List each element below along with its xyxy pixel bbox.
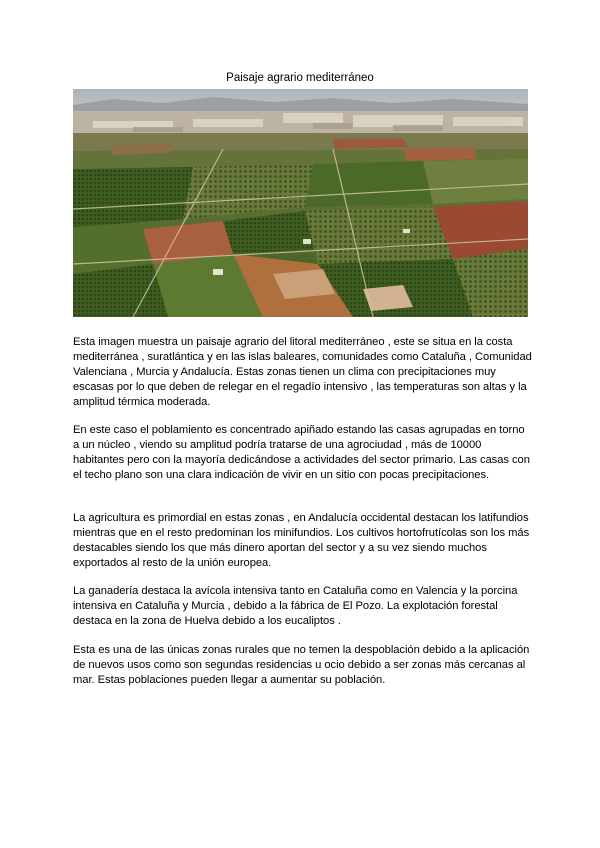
- paragraph-2: En este caso el poblamiento es concentrado apiñado estando las casas agrupadas en torno a un núcleo , viendo su amplitud podría tratarse de una agrociudad , más de 10000 habitantes pero con la mayoría dedicándose a actividades del sector primario. Las casas con el techo plano son una clara indicación de vivir en un sitio con pocas precipitaciones.: [73, 424, 530, 481]
- paragraph-4: La ganadería destaca la avícola intensiva tanto en Cataluña como en Valencia y la porcina intensiva en Cataluña y Murcia , debido a la fábrica de El Pozo. La explotación forestal destaca en la zona de Huelva debido a los eucaliptos .: [73, 585, 518, 627]
- paragraph-1: Esta imagen muestra un paisaje agrario del litoral mediterráneo , este se situa en la costa mediterránea , suratlántica y en las islas baleares, comunidades como Cataluña , Comunidad Valenciana , Murcia y Andalucía. Estas zonas tienen un clima con precipitaciones muy escasas por lo que deben de relegar en el regadío intensivo , las temperaturas son altas y la amplitud térmica moderada.: [73, 336, 532, 408]
- document-title: Paisaje agrario mediterráneo: [226, 72, 374, 84]
- paragraph-3: La agricultura es primordial en estas zonas , en Andalucía occidental destacan los latifundios mientras que en el resto predominan los minifundios. Los cultivos hortofrutícolas son los más destacables siendo los que más dinero aportan del sector y a su vez siendo muchos exportados al resto de la unión europea.: [73, 512, 530, 569]
- paragraph-5: Esta es una de las únicas zonas rurales que no temen la despoblación debido a la aplicación de nuevos usos como son segundas residencias u ocio debido a ser zonas más cercanas al mar. Estas poblaciones pueden llegar a aumentar su población.: [73, 644, 530, 686]
- aerial-landscape-photo: [73, 89, 528, 317]
